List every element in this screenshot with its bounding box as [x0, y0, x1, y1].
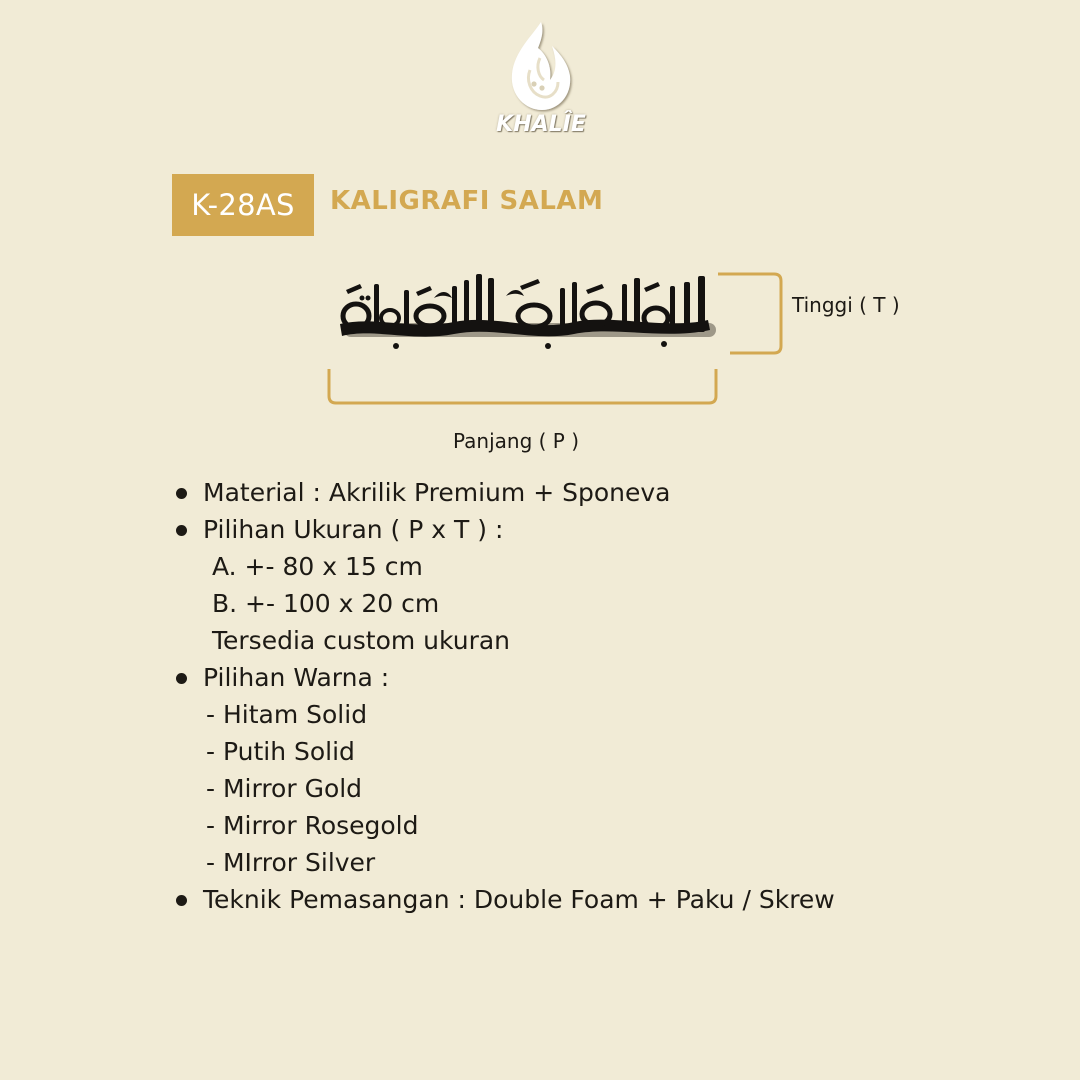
flame-drop-logo-icon	[486, 18, 596, 118]
bullet-icon	[176, 488, 187, 499]
spec-size-b: B. +- 100 x 20 cm	[212, 589, 440, 618]
length-label: Panjang ( P )	[453, 429, 580, 453]
spec-size-custom: Tersedia custom ukuran	[212, 626, 511, 655]
spec-color-item: - Mirror Gold	[206, 774, 363, 803]
spec-size-a: A. +- 80 x 15 cm	[212, 552, 423, 581]
arabic-calligraphy-icon	[334, 268, 718, 360]
spec-install-text: Teknik Pemasangan : Double Foam + Paku / Skrew	[203, 885, 835, 914]
spec-material	[176, 474, 936, 511]
spec-material-text: Material : Akrilik Premium + Sponeva	[203, 478, 671, 507]
bullet-icon	[176, 525, 187, 536]
spec-color-item: - Hitam Solid	[206, 700, 368, 729]
spec-color-title-text: Pilihan Warna :	[203, 663, 390, 692]
brand-logo	[486, 18, 596, 144]
brand-logo-text: KHALÎE	[496, 112, 586, 137]
spec-list	[176, 474, 936, 918]
height-label: Tinggi ( T )	[792, 293, 900, 317]
product-code-badge: K-28AS	[172, 174, 314, 236]
spec-color-item: - Mirror Rosegold	[206, 811, 419, 840]
length-bracket	[329, 369, 716, 403]
spec-color-item: - Putih Solid	[206, 737, 355, 766]
spec-install	[176, 881, 936, 918]
spec-size-title-text: Pilihan Ukuran ( P x T ) :	[203, 515, 504, 544]
spec-color-title	[176, 659, 936, 696]
bullet-icon	[176, 895, 187, 906]
product-title: KALIGRAFI SALAM	[330, 186, 604, 216]
height-bracket	[718, 274, 781, 353]
bullet-icon	[176, 673, 187, 684]
spec-color-item: - MIrror Silver	[206, 848, 376, 877]
spec-size-title	[176, 511, 936, 548]
